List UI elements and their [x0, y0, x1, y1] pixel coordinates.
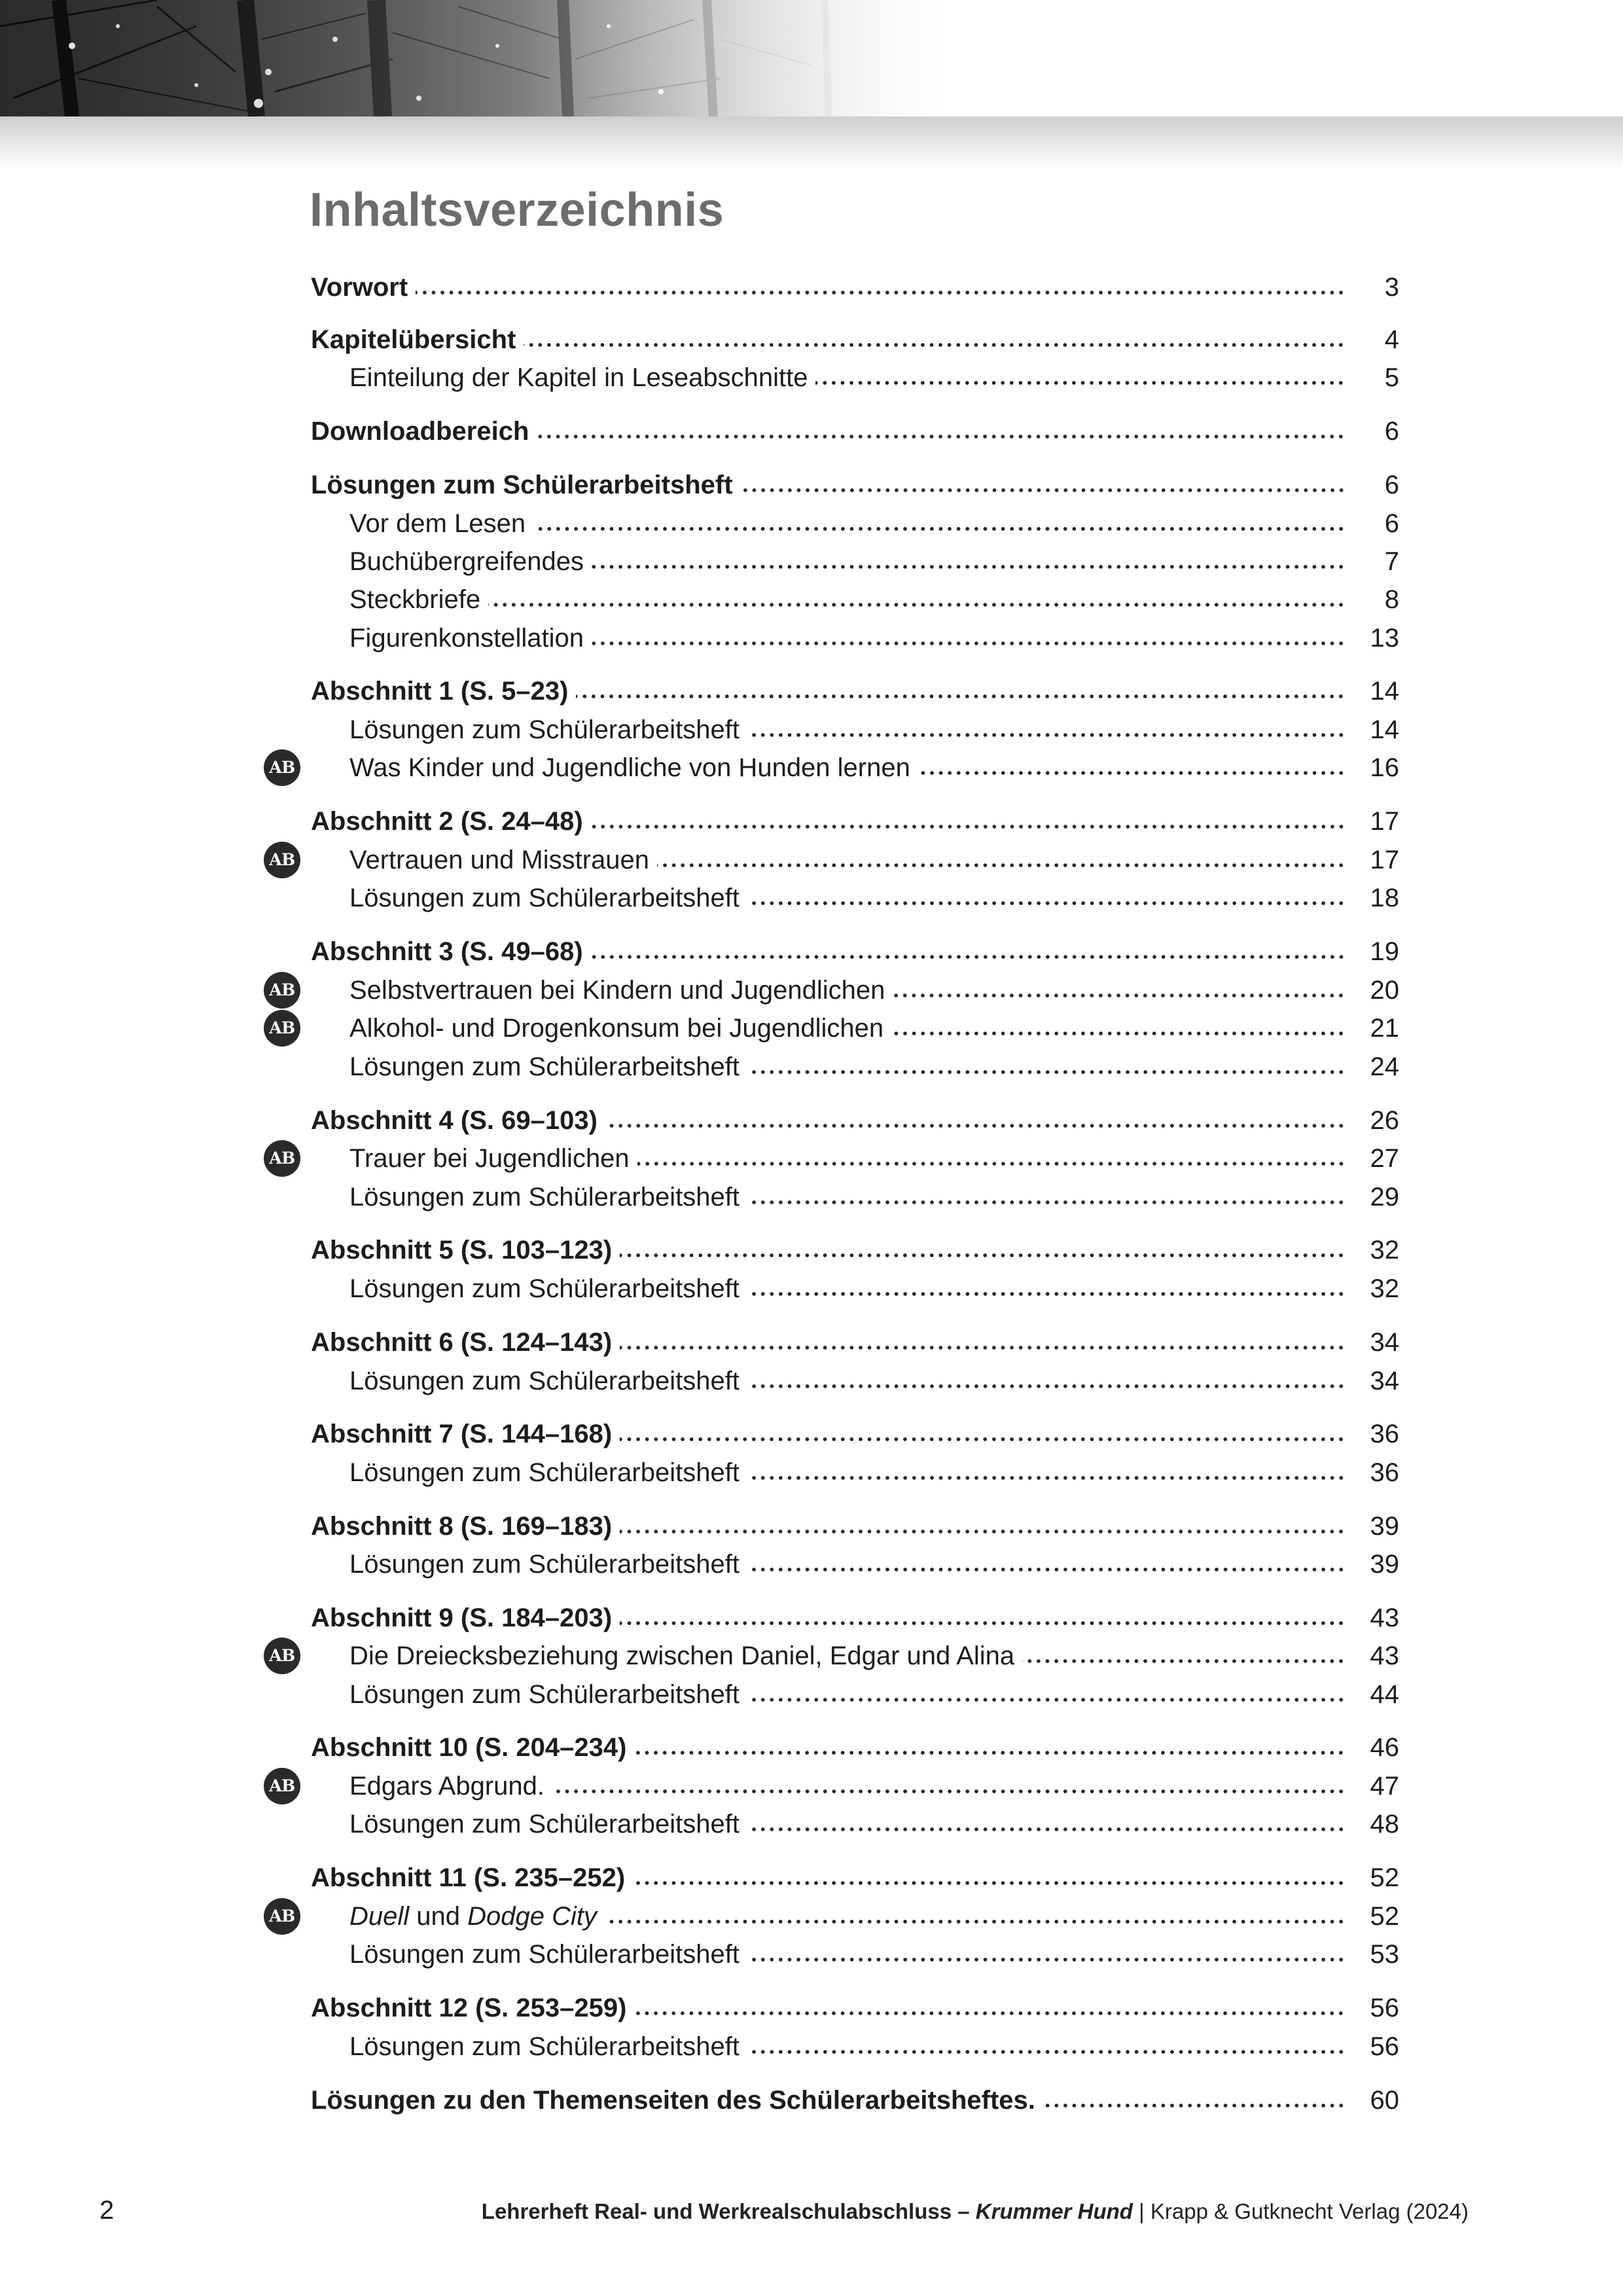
toc-page-number: 52	[1370, 1863, 1399, 1892]
toc-page-number: 52	[1370, 1902, 1399, 1931]
toc-page-number: 32	[1370, 1236, 1399, 1265]
toc-page-number: 17	[1370, 846, 1399, 874]
toc-entry-label: Abschnitt 11 (S. 235–252)	[311, 1863, 626, 1892]
toc-page-number: 26	[1370, 1106, 1399, 1135]
toc-entry-label: Lösungen zum Schülerarbeitsheft	[349, 1680, 740, 1709]
dot-leader	[524, 342, 1346, 348]
toc-entry-label: Downloadbereich	[311, 417, 529, 446]
toc-entry-label: Lösungen zum Schülerarbeitsheft	[349, 1940, 740, 1969]
toc-subentry[interactable]	[349, 359, 1399, 397]
dot-leader	[1043, 2103, 1346, 2108]
toc-section-entry[interactable]	[311, 466, 1399, 504]
toc-page-number: 13	[1370, 624, 1399, 653]
header-illustration	[0, 0, 1623, 170]
toc-page-number: 56	[1370, 2032, 1399, 2061]
worksheet-ab-badge: AB	[264, 1638, 300, 1674]
dot-leader	[620, 1437, 1346, 1442]
toc-entry-label: Lösungen zum Schülerarbeitsheft	[349, 1458, 740, 1487]
footer-credit	[482, 2199, 1469, 2224]
toc-page-number: 3	[1384, 273, 1399, 302]
toc-subentry[interactable]	[349, 1935, 1399, 1973]
toc-entry-label: Einteilung der Kapitel in Leseabschnitte	[349, 363, 808, 392]
toc-page-number: 18	[1370, 884, 1399, 912]
toc-entry-label: Vertrauen und Misstrauen	[349, 846, 650, 874]
toc-entry-label: Abschnitt 6 (S. 124–143)	[311, 1328, 613, 1357]
toc-page-number: 39	[1370, 1550, 1399, 1579]
toc-page-number: 39	[1370, 1512, 1399, 1541]
toc-subentry[interactable]	[349, 1767, 1399, 1805]
toc-subentry[interactable]	[349, 1637, 1399, 1675]
toc-section-entry[interactable]	[311, 933, 1399, 971]
toc-page-number: 5	[1384, 363, 1399, 392]
toc-page-number: 43	[1370, 1641, 1399, 1670]
toc-subentry[interactable]	[349, 711, 1399, 749]
dot-leader	[747, 1291, 1346, 1297]
toc-entry-label: Lösungen zum Schülerarbeitsheft	[349, 884, 740, 912]
toc-entry-label: Abschnitt 10 (S. 204–234)	[311, 1733, 627, 1762]
toc-section-entry[interactable]	[311, 412, 1399, 450]
toc-entry-label: Trauer bei Jugendlichen	[349, 1144, 630, 1173]
dot-leader	[533, 526, 1346, 531]
toc-entry-label: Selbstvertrauen bei Kindern und Jugendlichen	[349, 976, 885, 1005]
dot-leader	[747, 901, 1346, 906]
dot-leader	[592, 564, 1346, 569]
toc-subentry[interactable]	[349, 1009, 1399, 1047]
toc-page-number: 6	[1384, 509, 1399, 538]
dot-leader	[634, 2011, 1346, 2016]
toc-entry-label: Abschnitt 7 (S. 144–168)	[311, 1420, 613, 1448]
toc-entry-label: Lösungen zum Schülerarbeitsheft	[349, 2032, 740, 2061]
toc-entry-label-part: Duell	[349, 1902, 410, 1931]
toc-subentry[interactable]	[349, 619, 1399, 657]
toc-entry-label: Vor dem Lesen	[349, 509, 526, 538]
dot-leader	[747, 1384, 1346, 1389]
dot-leader	[633, 1880, 1346, 1886]
toc-page-number: 4	[1384, 325, 1399, 354]
dot-leader	[620, 1253, 1346, 1258]
dot-leader	[605, 1919, 1346, 1924]
toc-page-number: 44	[1370, 1680, 1399, 1709]
toc-entry-label: Abschnitt 1 (S. 5–23)	[311, 677, 569, 706]
toc-page-number: 29	[1370, 1183, 1399, 1211]
toc-entry-label: Alkohol- und Drogenkonsum bei Jugendlichen	[349, 1014, 884, 1043]
dot-leader	[747, 1697, 1346, 1702]
dot-leader	[747, 1957, 1346, 1962]
toc-section-entry[interactable]	[311, 1231, 1399, 1269]
worksheet-ab-badge: AB	[264, 749, 300, 786]
toc-section-entry[interactable]	[311, 1323, 1399, 1361]
page-title: Inhaltsverzeichnis	[310, 184, 724, 236]
dot-leader	[620, 1345, 1346, 1350]
toc-entry-label: Lösungen zum Schülerarbeitsheft	[349, 1810, 740, 1839]
toc-page-number: 36	[1370, 1458, 1399, 1487]
toc-section-entry[interactable]	[311, 1729, 1399, 1767]
toc-entry-label: Abschnitt 12 (S. 253–259)	[311, 1994, 627, 2022]
toc-entry-label: Lösungen zum Schülerarbeitsheft	[349, 1183, 740, 1211]
toc-page-number: 43	[1370, 1604, 1399, 1632]
toc-page-number: 14	[1370, 677, 1399, 706]
toc-page-number: 56	[1370, 1994, 1399, 2022]
toc-section-entry[interactable]	[311, 1415, 1399, 1453]
toc-entry-label-part: und	[409, 1902, 468, 1931]
toc-page-number: 34	[1370, 1367, 1399, 1395]
toc-entry-label: Lösungen zum Schülerarbeitsheft	[349, 1367, 740, 1395]
worksheet-ab-badge: AB	[264, 972, 300, 1009]
worksheet-ab-badge: AB	[264, 1898, 300, 1935]
dot-leader	[634, 1750, 1346, 1755]
dot-leader	[747, 1069, 1346, 1075]
toc-subentry[interactable]	[349, 1897, 1399, 1935]
toc-page-number: 24	[1370, 1052, 1399, 1081]
dot-leader	[747, 1827, 1346, 1832]
dot-leader	[592, 641, 1346, 646]
toc-subentry[interactable]	[349, 1178, 1399, 1216]
toc-section-entry[interactable]	[311, 321, 1399, 359]
toc-entry-label: Lösungen zu den Themenseiten des Schülerarbeitsheftes.	[311, 2086, 1035, 2115]
dot-leader	[620, 1529, 1346, 1534]
toc-subentry[interactable]	[349, 879, 1399, 917]
toc-entry-label: Lösungen zum Schülerarbeitsheft	[349, 715, 740, 744]
toc-subentry[interactable]	[349, 505, 1399, 543]
toc-subentry[interactable]	[349, 581, 1399, 619]
toc-page-number: 17	[1370, 807, 1399, 836]
toc-entry-label: Abschnitt 4 (S. 69–103)	[311, 1106, 597, 1135]
dot-leader	[747, 2049, 1346, 2054]
dot-leader	[747, 732, 1346, 738]
toc-subentry[interactable]	[349, 1270, 1399, 1308]
toc-page-number: 60	[1370, 2086, 1399, 2115]
toc-subentry[interactable]	[349, 1454, 1399, 1492]
worksheet-ab-badge: AB	[264, 1140, 300, 1177]
toc-page-number: 16	[1370, 753, 1399, 782]
dot-leader	[416, 290, 1346, 295]
dot-leader	[741, 488, 1346, 493]
dot-leader	[815, 380, 1346, 386]
toc-page-number: 6	[1384, 471, 1399, 499]
worksheet-ab-badge: AB	[264, 1010, 300, 1047]
toc-section-entry[interactable]	[311, 1507, 1399, 1545]
toc-section-entry[interactable]	[311, 802, 1399, 840]
toc-page-number: 47	[1370, 1772, 1399, 1801]
dot-leader	[591, 954, 1346, 960]
toc-entry-label: Vorwort	[311, 273, 408, 302]
toc-subentry[interactable]	[349, 1362, 1399, 1400]
dot-leader	[552, 1789, 1346, 1794]
dot-leader	[488, 602, 1346, 607]
dot-leader	[893, 993, 1346, 998]
toc-entry-label: Abschnitt 3 (S. 49–68)	[311, 937, 583, 966]
toc-subentry[interactable]	[349, 1048, 1399, 1086]
dot-leader	[591, 824, 1346, 829]
toc-entry-label: Lösungen zum Schülerarbeitsheft	[349, 1550, 740, 1579]
dot-leader	[576, 694, 1346, 699]
toc-section-entry[interactable]	[311, 1989, 1399, 2027]
toc-entry-label: Edgars Abgrund.	[349, 1772, 544, 1801]
toc-section-entry[interactable]	[311, 1102, 1399, 1139]
toc-subentry[interactable]	[349, 543, 1399, 581]
toc-page-number: 27	[1370, 1144, 1399, 1173]
toc-entry-label-part: Dodge City	[467, 1902, 597, 1931]
toc-entry-label: Figurenkonstellation	[349, 624, 584, 653]
footer-book-title: Krummer Hund	[975, 2199, 1133, 2223]
toc-page-number: 21	[1370, 1014, 1399, 1043]
dot-leader	[891, 1031, 1346, 1036]
toc-page-number: 8	[1384, 585, 1399, 614]
toc-subentry[interactable]	[349, 2028, 1399, 2066]
toc-section-entry[interactable]	[311, 672, 1399, 710]
dot-leader	[657, 863, 1346, 868]
toc-page-number: 20	[1370, 976, 1399, 1005]
forest-night-illustration	[0, 0, 1623, 170]
toc-subentry[interactable]	[349, 841, 1399, 879]
footer-publication: Lehrerheft Real- und Werkrealschulabschluss –	[481, 2199, 970, 2223]
toc-entry-label: Lösungen zum Schülerarbeitsheft	[311, 471, 733, 499]
toc-subentry[interactable]	[349, 1676, 1399, 1713]
dot-leader	[747, 1200, 1346, 1205]
toc-page-number: 34	[1370, 1328, 1399, 1357]
toc-entry-label: Abschnitt 5 (S. 103–123)	[311, 1236, 613, 1265]
toc-page-number: 48	[1370, 1810, 1399, 1839]
toc-page-number: 6	[1384, 417, 1399, 446]
toc-entry-label: Abschnitt 2 (S. 24–48)	[311, 807, 583, 836]
toc-entry-label: Lösungen zum Schülerarbeitsheft	[349, 1052, 740, 1081]
toc-section-entry[interactable]	[311, 1599, 1399, 1637]
toc-entry-label: Was Kinder und Jugendliche von Hunden lernen	[349, 753, 910, 782]
toc-entry-label: Buchübergreifendes	[349, 547, 584, 576]
toc-entry-label: Steckbriefe	[349, 585, 481, 614]
page-number: 2	[99, 2196, 115, 2225]
toc-page-number: 32	[1370, 1274, 1399, 1303]
toc-page-number: 46	[1370, 1733, 1399, 1762]
toc-page-number: 19	[1370, 937, 1399, 966]
dot-leader	[537, 434, 1346, 439]
toc-entry-label: Abschnitt 9 (S. 184–203)	[311, 1604, 613, 1632]
toc-page-number: 53	[1370, 1940, 1399, 1969]
worksheet-ab-badge: AB	[264, 1768, 300, 1804]
toc-entry-label: Lösungen zum Schülerarbeitsheft	[349, 1274, 740, 1303]
toc-subentry[interactable]	[349, 1805, 1399, 1843]
toc-page-number: 14	[1370, 715, 1399, 744]
toc-subentry[interactable]	[349, 1139, 1399, 1177]
toc-subentry[interactable]	[349, 1545, 1399, 1583]
toc-page-number: 36	[1370, 1420, 1399, 1448]
toc-section-entry[interactable]	[311, 1859, 1399, 1897]
toc-section-entry[interactable]	[311, 268, 1399, 306]
worksheet-ab-badge: AB	[264, 842, 300, 878]
dot-leader	[1022, 1659, 1346, 1664]
dot-leader	[747, 1475, 1346, 1480]
toc-page-number: 7	[1384, 547, 1399, 576]
dot-leader	[918, 770, 1346, 776]
dot-leader	[605, 1123, 1346, 1128]
toc-subentry[interactable]	[349, 971, 1399, 1009]
dot-leader	[637, 1161, 1346, 1166]
toc-subentry[interactable]	[349, 749, 1399, 787]
footer-publisher: | Krapp & Gutknecht Verlag (2024)	[1139, 2199, 1469, 2223]
dot-leader	[747, 1567, 1346, 1572]
toc-entry-label: Abschnitt 8 (S. 169–183)	[311, 1512, 613, 1541]
toc-entry-label: Die Dreiecksbeziehung zwischen Daniel, Edgar und Alina	[349, 1641, 1015, 1670]
toc-entry-label: Kapitelübersicht	[311, 325, 516, 354]
toc-entry-label	[349, 1897, 597, 1935]
toc-section-entry[interactable]	[311, 2081, 1399, 2119]
dot-leader	[620, 1621, 1346, 1626]
